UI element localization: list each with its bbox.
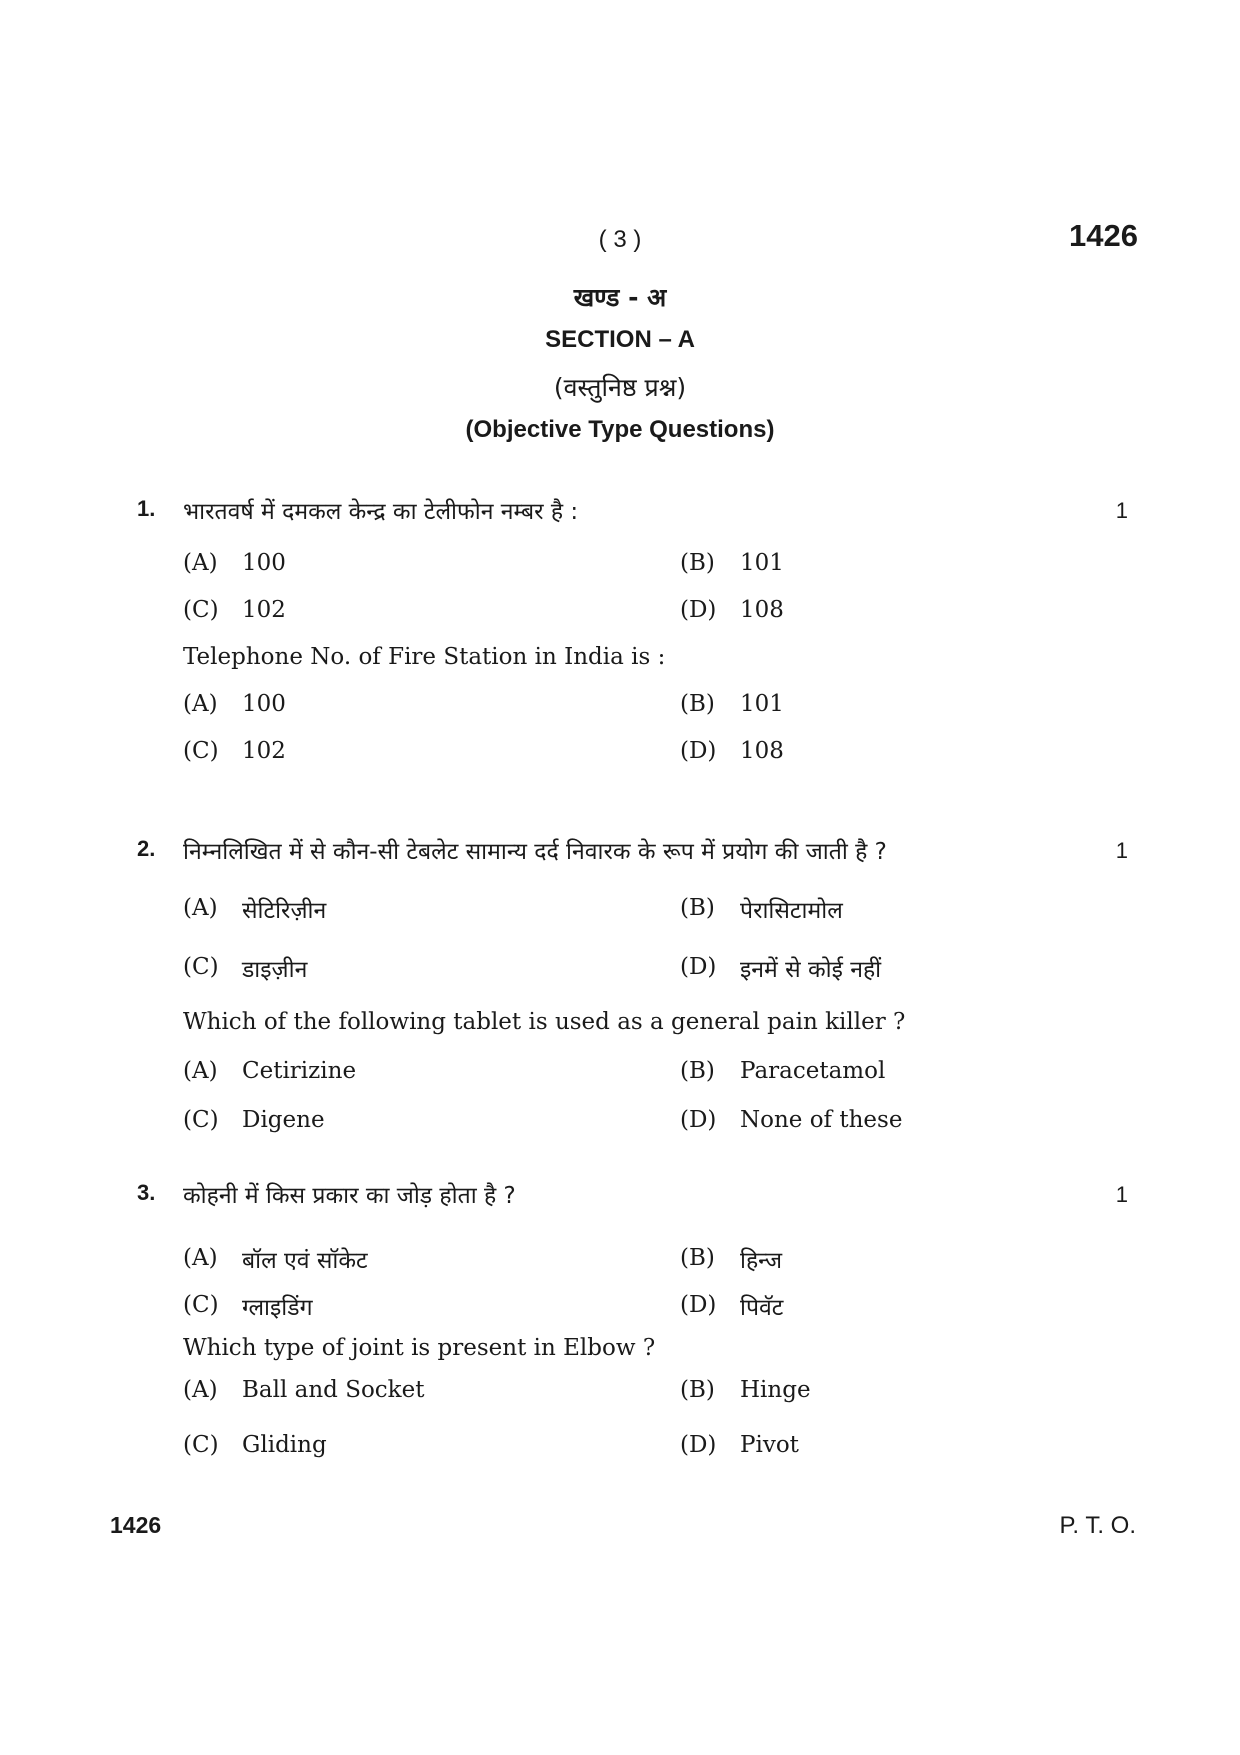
paper-code-top: 1426 [1069,218,1138,253]
option-label: (A) [183,1377,218,1403]
question-number: 2. [137,836,156,861]
option-label: (D) [680,597,717,623]
page-number: ( 3 ) [598,226,642,253]
option-label: (B) [680,895,715,921]
option-text: 108 [740,738,784,764]
option-text: बॉल एवं सॉकेट [242,1248,368,1274]
option-text: सेटिरिज़ीन [242,898,327,924]
question-marks: 1 [1115,1182,1128,1207]
option-text: डाइज़ीन [242,957,308,983]
option-label: (B) [680,1245,715,1271]
option-text: 100 [242,691,286,717]
question-number: 3. [137,1180,156,1205]
question-text-english: Which type of joint is present in Elbow ? [183,1335,656,1361]
option-label: (C) [183,954,219,980]
option-label: (C) [183,597,219,623]
option-text: पेरासिटामोल [740,898,843,924]
question-text-english: Which of the following tablet is used as a general pain killer ? [183,1009,906,1035]
option-text: 101 [740,550,784,576]
option-label: (C) [183,1432,219,1458]
option-label: (B) [680,550,715,576]
option-label: (D) [680,1107,717,1133]
option-label: (D) [680,1432,717,1458]
question-text-hindi: निम्नलिखित में से कौन-सी टेबलेट सामान्य दर्द निवारक के रूप में प्रयोग की जाती है ? [183,839,887,865]
pto-label: P. T. O. [1059,1512,1136,1539]
option-text: 102 [242,597,286,623]
option-text: Digene [242,1107,325,1133]
option-label: (D) [680,1292,717,1318]
option-text: Cetirizine [242,1058,357,1084]
option-text: इनमें से कोई नहीं [740,957,882,983]
option-label: (C) [183,1292,219,1318]
option-label: (A) [183,895,218,921]
option-label: (B) [680,1058,715,1084]
option-text: Pivot [740,1432,799,1458]
option-text: 108 [740,597,784,623]
option-text: Paracetamol [740,1058,886,1084]
question-text-hindi: भारतवर्ष में दमकल केन्द्र का टेलीफोन नम्बर है : [183,499,579,525]
question-text-english: Telephone No. of Fire Station in India is : [183,644,666,670]
option-text: Ball and Socket [242,1377,425,1403]
option-text: 100 [242,550,286,576]
option-text: 101 [740,691,784,717]
option-text: पिवॅट [740,1295,784,1321]
option-text: Gliding [242,1432,327,1458]
question-number: 1. [137,496,156,521]
option-text: Hinge [740,1377,811,1403]
option-label: (B) [680,691,715,717]
option-text: ग्लाइडिंग [242,1295,313,1321]
option-label: (D) [680,738,717,764]
option-text: 102 [242,738,286,764]
option-label: (D) [680,954,717,980]
objective-subtitle-hindi: (वस्तुनिष्ठ प्रश्न) [553,373,687,402]
option-label: (A) [183,550,218,576]
option-label: (A) [183,1245,218,1271]
option-label: (C) [183,1107,219,1133]
option-label: (C) [183,738,219,764]
question-marks: 1 [1115,838,1128,863]
option-label: (A) [183,1058,218,1084]
option-text: None of these [740,1107,903,1133]
section-title-hindi: खण्ड - अ [573,283,667,312]
option-label: (B) [680,1377,715,1403]
question-marks: 1 [1115,498,1128,523]
option-label: (A) [183,691,218,717]
paper-code-bottom: 1426 [110,1512,162,1538]
objective-subtitle-english: (Objective Type Questions) [465,416,775,443]
option-text: हिन्ज [740,1248,783,1274]
question-text-hindi: कोहनी में किस प्रकार का जोड़ होता है ? [183,1183,516,1209]
section-title-english: SECTION – A [545,326,695,353]
